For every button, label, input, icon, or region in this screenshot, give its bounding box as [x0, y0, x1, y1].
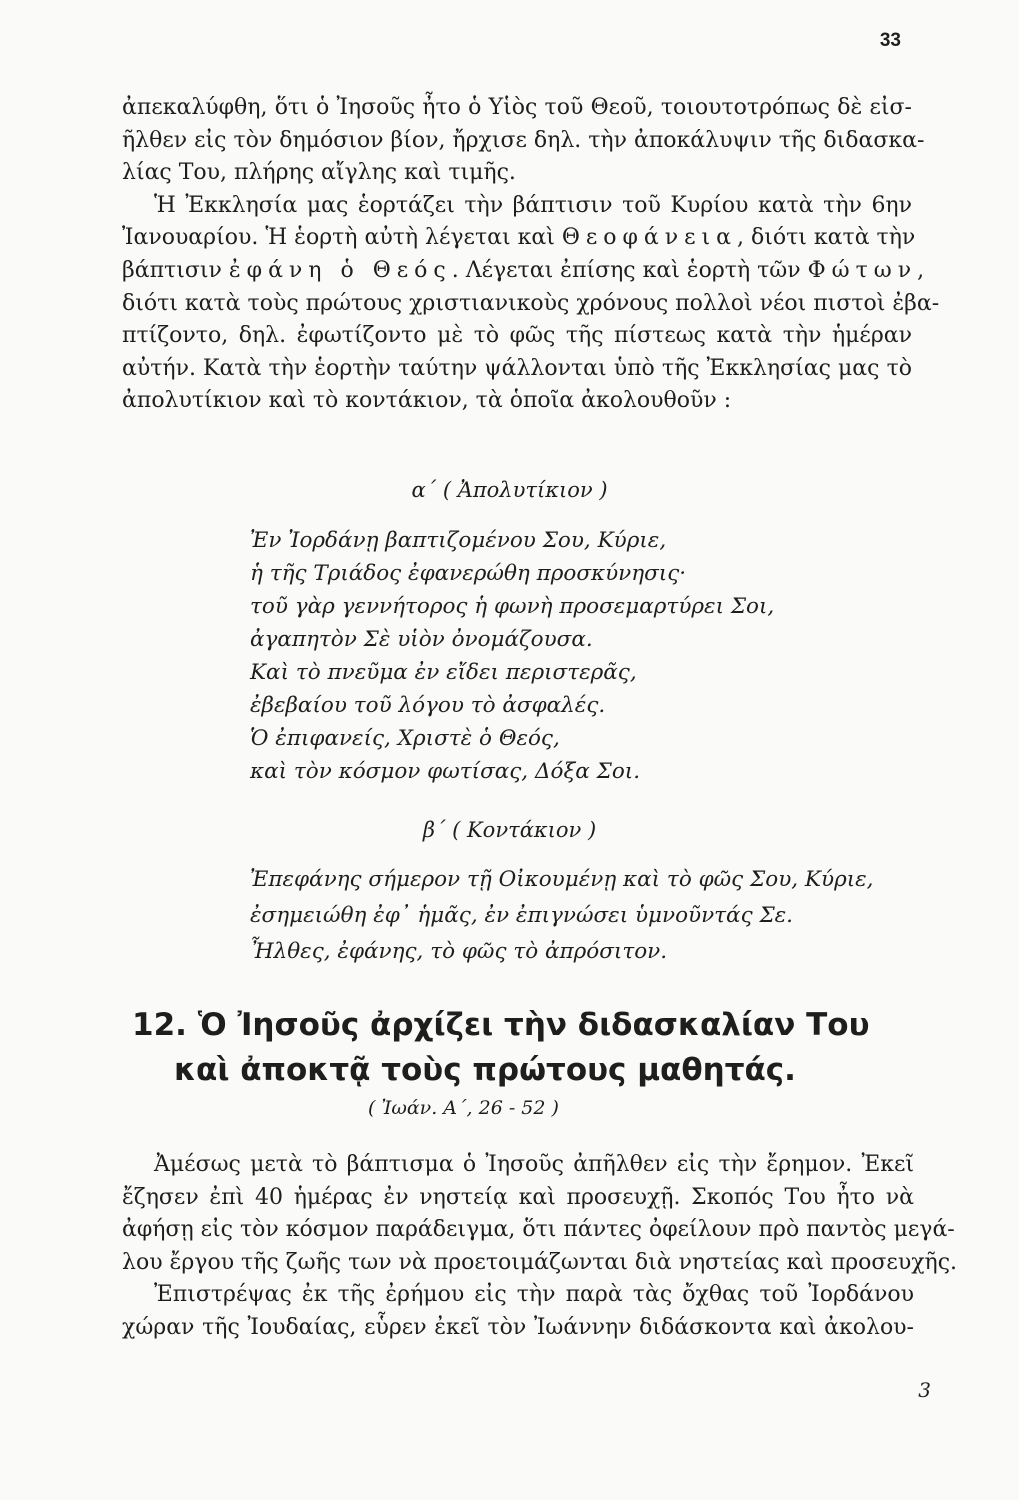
hymn-line: ἡ τῆς Τριάδος ἐφανερώθη προσκύνησις· — [250, 561, 687, 586]
text-line: ἀπολυτίκιον καὶ τὸ κοντάκιον, τὰ ὁποῖα ἀκολουθοῦν : — [122, 388, 732, 414]
hymn-line: Ὁ ἐπιφανείς, Χριστὲ ὁ Θεός, — [250, 726, 560, 751]
text-line: ἔζησεν ἐπὶ 40 ἡμέρας ἐν νηστείᾳ καὶ προσευχῇ. Σκοπός Του ἦτο νὰ — [122, 1184, 914, 1210]
text-line — [122, 255, 925, 288]
intro-paragraphs — [122, 92, 940, 418]
text-segment: Ἰανουαρίου. Ἡ ἑορτὴ αὐτὴ λέγεται καὶ — [122, 225, 555, 251]
text-line: διότι κατὰ τοὺς πρώτους χριστιανικοὺς χρόνους πολλοὶ νέοι πιστοὶ ἐβα- — [122, 290, 940, 316]
hymn-line: Καὶ τὸ πνεῦμα ἐν εἴδει περιστερᾶς, — [250, 660, 637, 685]
emphasis-spaced: Θεοφάνεια — [561, 225, 738, 251]
folio-signature: 3 — [918, 1378, 931, 1402]
hymn-line: Ἐν Ἰορδάνῃ βαπτιζομένου Σου, Κύριε, — [250, 528, 667, 553]
hymn-line: τοῦ γὰρ γεννήτορος ἡ φωνὴ προσεμαρτύρει Σοι, — [250, 594, 775, 619]
emphasis-spaced: Φώτων — [807, 257, 918, 283]
text-line — [122, 222, 916, 255]
hymn-line: ἐσημειώθη ἐφ᾽ ἡμᾶς, ἐν ἐπιγνώσει ὑμνοῦντάς Σε. — [250, 903, 794, 928]
text-line: ἀπεκαλύφθη, ὅτι ὁ Ἰησοῦς ἦτο ὁ Υἱὸς τοῦ Θεοῦ, τοιουτοτρόπως δὲ εἰσ- — [122, 95, 912, 120]
text-segment: . Λέγεται ἐπίσης καὶ ἑορτὴ τῶν — [451, 257, 801, 283]
text-segment: βάπτισιν — [122, 257, 222, 283]
text-line: αὐτήν. Κατὰ τὴν ἑορτὴν ταύτην ψάλλονται ὑπὸ τῆς Ἐκκλησίας μας τὸ — [122, 355, 912, 381]
text-line: χώραν τῆς Ἰουδαίας, εὗρεν ἐκεῖ τὸν Ἰωάννην διδάσκοντα καὶ ἀκολου- — [122, 1314, 914, 1340]
apolytikion-hymn — [250, 524, 774, 788]
emphasis-spaced: ἐφάνη ὁ Θεός — [228, 257, 452, 283]
kontakion-title: β΄ ( Κοντάκιον ) — [422, 818, 597, 842]
section-number: 12. — [132, 1007, 187, 1043]
body-paragraphs — [122, 1149, 958, 1344]
hymn-line: καὶ τὸν κόσμον φωτίσας, Δόξα Σοι. — [250, 759, 641, 784]
section-title-line-2: καὶ ἀποκτᾷ τοὺς πρώτους μαθητάς. — [174, 1052, 796, 1088]
hymn-line: Ἐπεφάνης σήμερον τῇ Οἰκουμένῃ καὶ τὸ φῶς Σου, Κύριε, — [250, 867, 874, 892]
text-line: ἀφήσῃ εἰς τὸν κόσμον παράδειγμα, ὅτι πάντες ὀφείλουν πρὸ παντὸς μεγά- — [122, 1217, 955, 1242]
section-heading — [132, 1003, 892, 1093]
page-number: 33 — [879, 30, 901, 51]
apolytikion-title: α΄ ( Ἀπολυτίκιον ) — [411, 478, 608, 502]
text-segment: , — [917, 257, 925, 283]
text-line: λίας Του, πλήρης αἴγλης καὶ τιμῆς. — [122, 160, 516, 186]
hymn-line: ἀγαπητὸν Σὲ υἱὸν ὀνομάζουσα. — [250, 627, 593, 652]
text-line: Ἡ Ἐκκλησία μας ἑορτάζει τὴν βάπτισιν τοῦ Κυρίου κατὰ τὴν 6ην — [154, 192, 912, 218]
text-line: ῆλθεν εἰς τὸν δημόσιον βίον, ἤρχισε δηλ. τὴν ἀποκάλυψιν τῆς διδασκα- — [122, 127, 925, 153]
hymn-line: ἐβεβαίου τοῦ λόγου τὸ ἀσφαλές. — [250, 693, 606, 718]
text-line: Ἀμέσως μετὰ τὸ βάπτισμα ὁ Ἰησοῦς ἀπῆλθεν εἰς τὴν ἔρημον. Ἐκεῖ — [154, 1152, 914, 1177]
section-title-line-1: Ὁ Ἰησοῦς ἀρχίζει τὴν διδασκαλίαν Του — [197, 1007, 870, 1043]
scripture-reference: ( Ἰωάν. Α΄, 26 - 52 ) — [368, 1097, 559, 1119]
text-line: πτίζοντο, δηλ. ἐφωτίζοντο μὲ τὸ φῶς τῆς πίστεως κατὰ τὴν ἡμέραν — [122, 323, 912, 349]
text-line: Ἐπιστρέψας ἐκ τῆς ἐρήμου εἰς τὴν παρὰ τὰς ὄχθας τοῦ Ἰορδάνου — [154, 1282, 914, 1307]
kontakion-hymn — [250, 862, 874, 970]
text-line: λου ἔργου τῆς ζωῆς των νὰ προετοιμάζωνται διὰ νηστείας καὶ προσευχῆς. — [122, 1249, 958, 1275]
hymn-line: Ἦλθες, ἐφάνης, τὸ φῶς τὸ ἀπρόσιτον. — [250, 939, 668, 964]
text-segment: , διότι κατὰ τὴν — [737, 225, 916, 251]
